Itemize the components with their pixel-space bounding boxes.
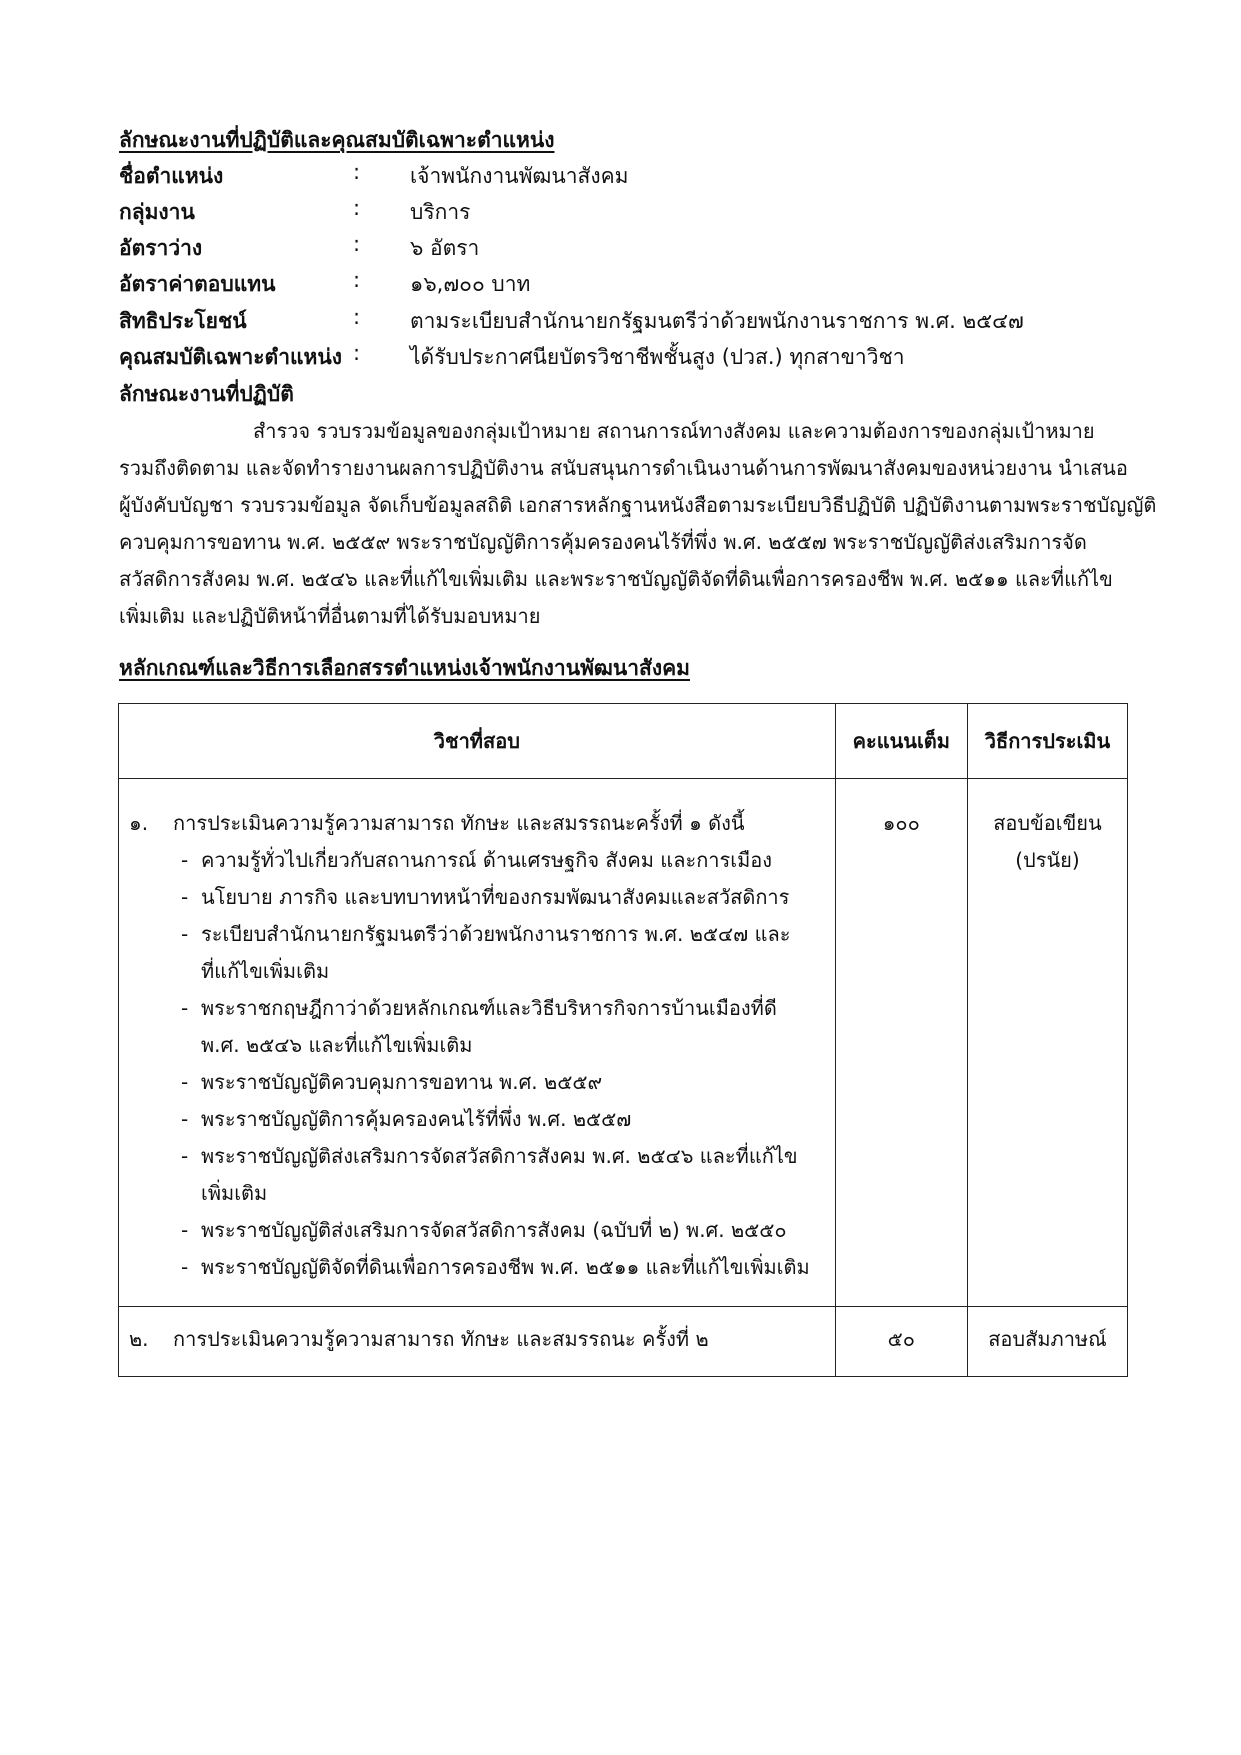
duties-heading: ลักษณะงานที่ปฏิบัติ [119, 382, 294, 406]
list-item [129, 990, 825, 1064]
list-item [129, 842, 825, 879]
info-colon: : [353, 196, 361, 220]
list-item [129, 1064, 825, 1101]
table-row [119, 779, 1128, 1307]
list-item [129, 1138, 825, 1212]
method-cell [967, 779, 1127, 1307]
info-label: อัตราว่าง [119, 236, 203, 260]
list-item [129, 1101, 825, 1138]
dash-bullet-icon: - [181, 1070, 189, 1094]
table-header-row [119, 704, 1128, 779]
info-colon: : [353, 232, 361, 256]
info-label: สิทธิประโยชน์ [119, 309, 247, 333]
list-item-text-cont: พ.ศ. ๒๕๔๖ และที่แก้ไขเพิ่มเติม [201, 1033, 473, 1057]
section-heading-selection-criteria: หลักเกณฑ์และวิธีการเลือกสรรตำแหน่งเจ้าพนักงานพัฒนาสังคม [119, 656, 690, 680]
dash-bullet-icon: - [181, 885, 189, 909]
info-label: กลุ่มงาน [119, 200, 195, 224]
dash-bullet-icon: - [181, 1218, 189, 1242]
item-number: ๑. [129, 811, 149, 835]
info-value: ๖ อัตรา [410, 236, 480, 260]
item-number: ๒. [129, 1327, 149, 1351]
method-text-cont: (ปรนัย) [1015, 848, 1080, 872]
score-cell: ๕๐ [835, 1307, 967, 1377]
dash-bullet-icon: - [181, 996, 189, 1020]
table-row [119, 1307, 1128, 1377]
header-subject: วิชาที่สอบ [119, 704, 836, 779]
list-item-text-cont: เพิ่มเติม [201, 1181, 268, 1205]
list-item-text: พระราชบัญญัติควบคุมการขอทาน พ.ศ. ๒๕๕๙ [201, 1070, 603, 1094]
info-colon: : [353, 305, 361, 329]
subject-cell [119, 1307, 836, 1377]
score-cell: ๑๐๐ [835, 779, 967, 1307]
info-colon: : [353, 341, 361, 365]
list-item-text: ระเบียบสำนักนายกรัฐมนตรีว่าด้วยพนักงานราชการ พ.ศ. ๒๕๔๗ และ [201, 922, 791, 946]
method-text: สอบข้อเขียน [993, 811, 1102, 835]
duties-paragraph [119, 413, 1157, 635]
info-label: คุณสมบัติเฉพาะตำแหน่ง [119, 345, 342, 369]
list-item [129, 1249, 825, 1286]
dash-bullet-icon: - [181, 1144, 189, 1168]
duties-line: สำรวจ รวบรวมข้อมูลของกลุ่มเป้าหมาย สถานการณ์ทางสังคม และความต้องการของกลุ่มเป้าหมาย [253, 419, 1095, 443]
info-colon: : [353, 160, 361, 184]
section-heading-job-description: ลักษณะงานที่ปฏิบัติและคุณสมบัติเฉพาะตำแหน่ง [119, 128, 555, 152]
info-value: ๑๖,๗๐๐ บาท [410, 272, 531, 296]
list-item-text: พระราชบัญญัติส่งเสริมการจัดสวัสดิการสังคม พ.ศ. ๒๕๔๖ และที่แก้ไข [201, 1144, 798, 1168]
duties-line: ผู้บังคับบัญชา รวบรวมข้อมูล จัดเก็บข้อมูลสถิติ เอกสารหลักฐานหนังสือตามระเบียบวิธีปฏิบัติ ปฏิบัติงานตามพระราชบัญญัติ [119, 493, 1157, 517]
list-item-text: นโยบาย ภารกิจ และบทบาทหน้าที่ของกรมพัฒนาสังคมและสวัสดิการ [201, 885, 790, 909]
subject-cell [119, 779, 836, 1307]
info-value: บริการ [410, 200, 471, 224]
duties-line: รวมถึงติดตาม และจัดทำรายงานผลการปฏิบัติงาน สนับสนุนการดำเนินงานด้านการพัฒนาสังคมของหน่วยงาน นำเสนอ [119, 456, 1128, 480]
info-colon: : [353, 268, 361, 292]
dash-bullet-icon: - [181, 848, 189, 872]
item-title-text: การประเมินความรู้ความสามารถ ทักษะ และสมรรถนะ ครั้งที่ ๒ [173, 1327, 709, 1351]
header-method: วิธีการประเมิน [967, 704, 1127, 779]
duties-line: สวัสดิการสังคม พ.ศ. ๒๕๔๖ และที่แก้ไขเพิ่มเติม และพระราชบัญญัติจัดที่ดินเพื่อการครองชีพ พ.ศ. ๒๕๑๑ และที่แก้ไข [119, 567, 1113, 591]
list-item [129, 916, 825, 990]
method-text: สอบสัมภาษณ์ [988, 1327, 1107, 1351]
list-item [129, 1212, 825, 1249]
list-item-text: พระราชบัญญัติการคุ้มครองคนไร้ที่พึ่ง พ.ศ. ๒๕๕๗ [201, 1107, 632, 1131]
dash-bullet-icon: - [181, 922, 189, 946]
dash-bullet-icon: - [181, 1255, 189, 1279]
info-value: เจ้าพนักงานพัฒนาสังคม [410, 164, 629, 188]
info-label: ชื่อตำแหน่ง [119, 164, 224, 188]
list-item-text: พระราชบัญญัติจัดที่ดินเพื่อการครองชีพ พ.ศ. ๒๕๑๑ และที่แก้ไขเพิ่มเติม [201, 1255, 810, 1279]
header-score: คะแนนเต็ม [835, 704, 967, 779]
list-item-text-cont: ที่แก้ไขเพิ่มเติม [201, 959, 330, 983]
method-cell [967, 1307, 1127, 1377]
info-value: ตามระเบียบสำนักนายกรัฐมนตรีว่าด้วยพนักงานราชการ พ.ศ. ๒๕๔๗ [410, 309, 1024, 333]
item-title-text: การประเมินความรู้ความสามารถ ทักษะ และสมรรถนะครั้งที่ ๑ ดังนี้ [173, 811, 745, 835]
duties-line: ควบคุมการขอทาน พ.ศ. ๒๕๕๙ พระราชบัญญัติการคุ้มครองคนไร้ที่พึ่ง พ.ศ. ๒๕๕๗ พระราชบัญญัติส่งเสริมการจัด [119, 530, 1087, 554]
item-title [129, 805, 825, 842]
dash-bullet-icon: - [181, 1107, 189, 1131]
list-item-text: ความรู้ทั่วไปเกี่ยวกับสถานการณ์ ด้านเศรษฐกิจ สังคม และการเมือง [201, 848, 773, 872]
item-title [129, 1321, 825, 1358]
selection-criteria-table [118, 703, 1128, 1377]
list-item-text: พระราชบัญญัติส่งเสริมการจัดสวัสดิการสังคม (ฉบับที่ ๒) พ.ศ. ๒๕๕๐ [201, 1218, 787, 1242]
info-value: ได้รับประกาศนียบัตรวิชาชีพชั้นสูง (ปวส.) ทุกสาขาวิชา [410, 345, 905, 369]
duties-line: เพิ่มเติม และปฏิบัติหน้าที่อื่นตามที่ได้รับมอบหมาย [119, 604, 541, 628]
list-item [129, 879, 825, 916]
list-item-text: พระราชกฤษฎีกาว่าด้วยหลักเกณฑ์และวิธีบริหารกิจการบ้านเมืองที่ดี [201, 996, 777, 1020]
info-label: อัตราค่าตอบแทน [119, 272, 276, 296]
